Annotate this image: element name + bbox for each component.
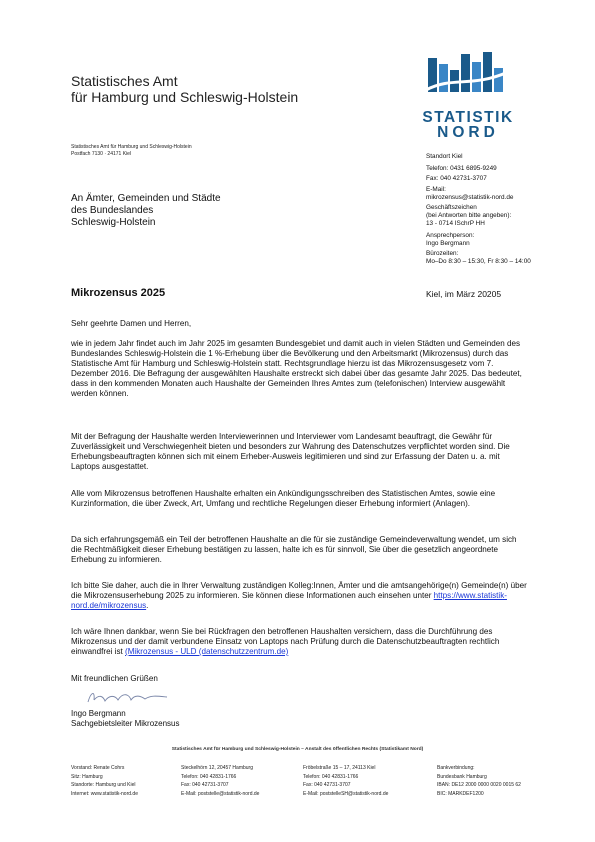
phone: Telefon: 0431 6895-9249: [426, 165, 497, 173]
footer-line: Sitz: Hamburg: [71, 774, 103, 781]
contact-info: [426, 153, 591, 266]
org-line-1: Statistisches Amt: [71, 73, 178, 89]
footer-column-4: [437, 764, 567, 798]
signature-block: [71, 709, 180, 729]
email-label: E-Mail:: [426, 185, 446, 193]
paragraph: Alle vom Mikrozensus betroffenen Haushalte erhalten ein Ankündigungsschreiben des Statistischen Amtes, sowie eine Kurzinformation, die über Zweck, Art, Umfang und rechtliche Regelungen dieser Erhebung informiert (Anlagen).: [71, 489, 496, 508]
sender-line-2: Postfach 7130 · 24171 Kiel: [71, 151, 132, 157]
paragraph: [71, 627, 527, 657]
addressee-line: des Bundeslandes: [71, 205, 154, 216]
footer-line: Bankverbindung:: [437, 765, 475, 771]
footer-line: Fröbelstraße 15 – 17, 24113 Kiel: [303, 765, 376, 771]
uld-link[interactable]: (Mikrozensus - ULD (datenschutzzentrum.de): [125, 647, 289, 656]
footer-line: Internet: www.statistik-nord.de: [71, 790, 138, 797]
reference-value: 13 - 0714 ISchrP HH: [426, 220, 485, 228]
addressee-block: [71, 193, 221, 229]
signer-title: Sachgebietsleiter Mikrozensus: [71, 719, 180, 729]
addressee-line: An Ämter, Gemeinden und Städte: [71, 193, 221, 204]
paragraph: Mit der Befragung der Haushalte werden Interviewerinnen und Interviewer vom Landesamt beauftragt, die Gewähr für Zuverlässigkeit und Verschwiegenheit bieten und besonders zur Wahrung des Datenschutzes verpflichtet worden sind. Die Erhebungsbeauftragten können sich mit einem Erheber-Ausweis legitimieren und sind zur Erfassung der Daten u. a. mit Laptops ausgestattet.: [71, 432, 510, 471]
office-hours-label: Bürozeiten:: [426, 250, 459, 258]
footer-line: Telefon: 040 42831-1766: [181, 774, 237, 781]
reference-note: (bei Antworten bitte angeben):: [426, 212, 512, 220]
reference-label: Geschäftszeichen: [426, 204, 477, 212]
salutation: Sehr geehrte Damen und Herren,: [71, 319, 192, 328]
footer-title: Statistisches Amt für Hamburg und Schleswig-Holstein – Anstalt des öffentlichen Rechts (Statistikamt Nord): [171, 747, 424, 752]
paragraph-text: Ich bitte Sie daher, auch die in Ihrer Verwaltung zuständigen Kolleg:Innen, Ämter und die amtsangehörige(n) Gemeinde(n) über die Mikrozensuserhebung 2025 zu informieren. Sie können diese Informationen auch einsehen unter: [71, 581, 527, 600]
logo-line-1: STATISTIK: [422, 109, 514, 126]
location: Standort Kiel: [426, 153, 463, 160]
footer-line: E-Mail: poststelleSH@statistik-nord.de: [303, 790, 389, 797]
paragraph: [71, 581, 527, 611]
footer-line: Fax: 040 42731-3707: [181, 782, 229, 789]
footer-line: Bundesbank Hamburg: [437, 774, 487, 781]
footer-line: Vorstand: Renate Cohrs: [71, 765, 125, 771]
footer-column-3: [303, 764, 428, 798]
footer-line: BIC: MARKDEF1200: [437, 790, 484, 797]
mikrozensus-link[interactable]: https://www.statistik-nord.de/mikrozensus: [71, 591, 507, 610]
signer-name: Ingo Bergmann: [71, 709, 126, 718]
fax: Fax: 040 42731-3707: [426, 175, 487, 183]
logo-line-2: NORD: [437, 124, 499, 141]
footer-column-1: [71, 764, 176, 798]
footer-line: Telefon: 040 42831-1766: [303, 774, 359, 781]
letter-date: Kiel, im März 20205: [426, 289, 502, 299]
footer-line: Fax: 040 42731-3707: [303, 782, 351, 789]
office-hours-value: Mo–Do 8:30 – 15:30, Fr 8:30 – 14:00: [426, 258, 531, 266]
footer-line: IBAN: DE12 2000 0000 0020 0015 62: [437, 782, 521, 789]
closing: Mit freundlichen Grüßen: [71, 674, 158, 683]
paragraph-end: .: [146, 601, 149, 610]
footer-line: E-Mail: poststelle@statistik-nord.de: [181, 790, 260, 797]
paragraph: wie in jedem Jahr findet auch im Jahr 2025 im gesamten Bundesgebiet und damit auch in vielen Städten und Gemeinden des Bundeslandes Schleswig-Holstein die 1 %-Erhebung über die Bevölkerung und den Arbeitsmarkt (Mikrozensus) durch das Statistische Amt für Hamburg und Schleswig-Holstein statt. Rechtsgrundlage hierzu ist das Mikrozensusgesetz vom 7. Dezember 2016. Die Befragung der ausgewählten Haushalte erstreckt sich dabei über das gesamte Jahr 2025. Das bedeutet, dass in den kommenden Monaten auch Haushalte der Gemeinden Ihres Amtes zum (telefonischen) Interview ausgewählt werden können.: [71, 339, 522, 398]
paragraph-text: Ich wäre Ihnen dankbar, wenn Sie bei Rückfragen den betroffenen Haushalten versichern, dass die Durchführung des Mikrozensus und der damit verbundene Einsatz von Laptops nach Prüfung durch die Datenschutzbeauftragten rechtlich einwandfrei ist: [71, 627, 500, 656]
org-line-2: für Hamburg und Schleswig-Holstein: [71, 89, 299, 105]
contact-person-label: Ansprechperson:: [426, 231, 475, 239]
sender-line-1: Statistisches Amt für Hamburg und Schleswig-Holstein: [71, 144, 192, 150]
footer-line: Standorte: Hamburg und Kiel: [71, 782, 136, 789]
letter-subject: Mikrozensus 2025: [71, 287, 166, 299]
organization-name: [71, 73, 298, 105]
contact-person-value: Ingo Bergmann: [426, 239, 470, 247]
email-link[interactable]: mikrozensus@statistik-nord.de: [426, 193, 514, 201]
sender-return-address: [71, 144, 192, 158]
paragraph: Da sich erfahrungsgemäß ein Teil der betroffenen Haushalte an die für sie zuständige Gemeindeverwaltung wendet, um sich die Rechtmäßigkeit dieser Erhebung bestätigen zu lassen, halte ich es für sinnvoll, Sie über die gesetzlich angeordnete Erhebung zu informieren.: [71, 535, 517, 564]
signature-icon: [85, 686, 170, 708]
footer-column-2: [181, 764, 296, 798]
footer-line: Steckelhörn 12, 20457 Hamburg: [181, 765, 253, 771]
addressee-line: Schleswig-Holstein: [71, 217, 156, 228]
logo-wordmark: [410, 110, 526, 140]
